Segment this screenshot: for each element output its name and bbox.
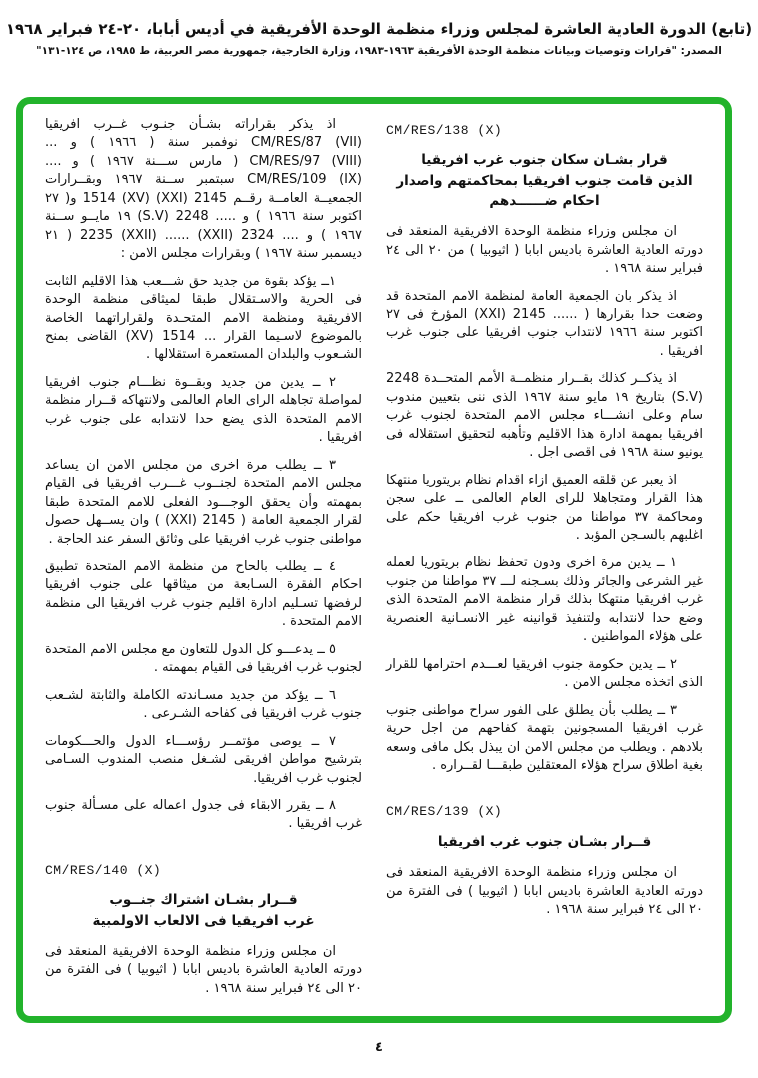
column-left [45,116,362,1006]
resolution-ref-138: CM/RES/138 (X) [386,123,503,138]
paragraph: ان مجلس وزراء منظمة الوحدة الافريقية المنعقد فى دورته العادية العاشرة باديس ابابا ( اثيوبيا ) من ٢٠ الى ٢٤ فبراير سنة ١٩٦٨ . [386,224,703,277]
numbered-item: ٨ ــ يقرر الابقاء فى جدول اعماله على مسـألة جنوب غرب افريقيا . [45,797,362,832]
numbered-item: ٢ ــ يدين من جديد وبقــوة نظـــام جنوب افريقيا لمواصلة تجاهله الراى العام العالمى ولانتهاكه قــرار منظمة الامم المتحدة الذى يضع حدا لانتدابه على جنوب غرب افريقيا . [45,374,362,446]
title-line: غرب افريقيا فى الالعاب الاولمبية [92,912,315,929]
paragraph: اذ يذكــر كذلك بقــرار منظمــة الأمم المتحــدة 2248 (S.V) بتاريخ ١٩ مايو سنة ١٩٦٧ الذى ننى بتعيين مندوب سام وعلى انشـــاء مجلس الامم المتحدة لجنوب غرب افريقيا بمهمة ادارة هذا الاقليم وتأهبه لتحقيق استقلاله فى يونيو سنة ١٩٦٨ فى اقصى اجل . [386,371,703,461]
resolution-139-section [386,803,703,919]
page-header [0,20,758,57]
numbered-item: ٣ ــ يطلب مرة اخرى من مجلس الامن ان يساعد مجلس الامم المتحدة لجنــوب غـــرب افريقيا فى القيام بمهمته وأن يحقق الوجـــود الفعلى للامم المتحدة طبقا لقرار الجمعية العامة ( 2145 (XXI) ) وان يســهل حصول مواطنى جنوب غرب افريقيا على وثائق السفر عند الحاجة . [45,457,362,547]
paragraph: ان مجلس وزراء منظمة الوحدة الافريقية المنعقد فى دورته العادية العاشرة باديس ابابا ( اثيوبيا ) فى الفترة من ٢٠ الى ٢٤ فبراير سنة ١٩٦٨ . [386,865,703,918]
numbered-item: ٥ ــ يدعـــو كل الدول للتعاون مع مجلس الامم المتحدة لجنوب غرب افريقيا فى القيام بمهمته . [45,641,362,676]
title-line: الذين قامت جنوب افريقيا بمحاكمتهم واصدار [396,172,693,189]
content-frame [16,97,732,1023]
header-source: المصدر: "قرارات وتوصيات وبيانات منظمة الوحدة الأفريقية ١٩٦٣-١٩٨٣، وزارة الخارجية، جمهورية مصر العربية، ط ١٩٨٥، ص ١٢٤-١٣١" [36,45,722,57]
title-line: احكام ضــــــدهم [489,192,600,209]
paragraph: اذ يذكر بان الجمعية العامة لمنظمة الامم المتحدة قد وضعت حدا بقرارها ( ...... 2145 (XXI) المؤرخ فى ٢٧ اكتوبر سنة ١٩٦٦ لانتداب جنوب افريقيا على جنوب غرب افريقيا . [386,288,704,359]
title-line: قرار بشـان سكان جنوب غرب افريقيا [421,152,668,169]
numbered-item: ٧ ــ يوصى مؤتمــر رؤســـاء الدول والحـــكومات بترشيح مواطن افريقى لشـغل منصب المندوب السـامى لجنوب غرب افريقيا. [45,733,362,786]
resolution-ref-140: CM/RES/140 (X) [45,862,162,878]
title-line: قــرار بشـان جنوب غرب افريقيا [437,833,652,850]
resolution-ref-139: CM/RES/139 (X) [386,804,503,820]
header-title: (تابع) الدورة العادية العاشرة لمجلس وزراء منظمة الوحدة الأفريقية في أديس أبابا، ٢٠-٢٤ فبراير ١٩٦٨ [5,20,753,38]
numbered-item: ١ــ يؤكد بقوة من جديد حق شـــعب هذا الاقليم الثابت فى الحرية والاسـتقلال طبقا لميثاقى منظمة الوحدة الافريقية ومنظمة الامم المتحـدة ولقراراتهما الخاصة بالموضوع لاسـيما القرار ... 1514 (XV) القاضى بمنح الشـعوب والبلدان المستعمرة استقلالها . [45,273,362,363]
resolution-title-139 [386,832,703,852]
paragraph: اذ يعبر عن قلقه العميق ازاء اقدام نظام بريتوريا منتهكا هذا القرار ومتجاهلا للراى العام العالمى ــ على سجن ومحاكمة ٣٧ مواطنا من جنوب غرب افريقيا حكم على اغلبهم بالسـجن المؤبد . [386,472,703,543]
numbered-item: ٦ ــ يؤكد من جديد مسـاندته الكاملة والثابتة لشـعب جنوب غرب افريقيا فى كفاحه الشـرعى . [45,687,362,722]
resolution-140-section [45,862,362,998]
numbered-item: ٤ ــ يطلب بالحاح من منظمة الامم المتحدة تطبيق احكام الفقرة السـابعة من ميثاقها على جنوب افريقيا لرفضها تسـليم ادارة اقليم جنوب غرب افريقيا الى منظمة الامم المتحدة . [45,558,362,630]
numbered-item: ٢ ــ يدين حكومة جنوب افريقيا لعـــدم احترامها للقرار الذى اتخذه مجلس الامن . [386,656,703,691]
resolution-title-138 [386,150,703,211]
title-line: قــرار بشـان اشتراك جنــوب [109,892,298,909]
continuation-paragraph: اذ يذكر بقراراته بشـأن جنـوب غــرب افريقيا CM/RES/87 (VII) نوفمبر سنة ( ١٩٦٦ ) و ... CM/RES/97 (VIII) ( مارس ســـنة ١٩٦٧ ) و .... CM/RES/109 (IX) سبتمبر ســنة ١٩٦٧ وبقــرارات الجمعيــة العامــة رقــم 2145 (XXI) 1514 (XV) و( ٢٧ اكتوبر سنة ١٩٦٦ ) و ..... 2248 (S.V) ١٩ مايــو ســنة ١٩٦٧ ) و .... 2324 (XXII) ...... 2235 (XXII) ( ٢١ ديسمبر سنة ١٩٦٧ ) وبقرارات مجلس الامن : [45,117,362,262]
paragraph: ان مجلس وزراء منظمة الوحدة الافريقية المنعقد فى دورته العادية العاشرة باديس ابابا ( اثيوبيا ) فى الفترة من ٢٠ الى ٢٤ فبراير سنة ١٩٦٨ . [45,943,362,996]
resolution-title-140 [45,890,362,931]
page-number: ٤ [375,1040,383,1055]
numbered-item: ١ ــ يدين مرة اخرى ودون تحفظ نظام بريتوريا لعمله غير الشرعى والجائر وذلك بسـجنه لـــ ٣٧ مواطنا من جنوب غرب افريقيا منتهكا بذلك قرار منظمة الامم المتحدة الذى وضع حدا لانتدابه ولتنفيذ قوانينه غير الانسـانية العنصرية على هؤلاء المواطنين . [386,555,703,645]
numbered-item: ٣ ــ يطلب بأن يطلق على الفور سراح مواطنى جنوب غرب افريقيا المسجونين بتهمة كفاحهم من اجل حرية بلادهم . ويطلب من مجلس الامن ان يبذل بكل مافى وسعه بغية اطلاق سراح هؤلاء المعتقلين طبقـــا لقــراره . [386,702,703,773]
column-right [386,116,703,1006]
